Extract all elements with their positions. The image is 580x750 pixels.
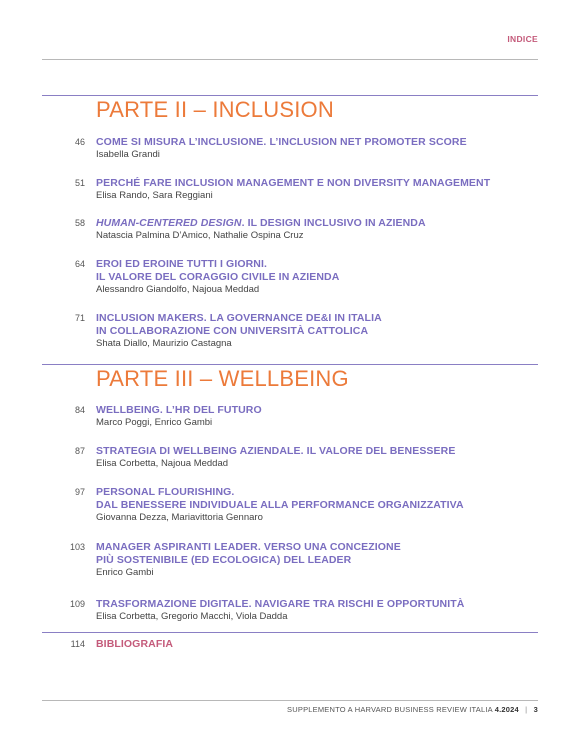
page-number: 64 xyxy=(74,259,85,269)
entry-authors: Elisa Rando, Sara Reggiani xyxy=(96,190,213,201)
page-number: 46 xyxy=(74,137,85,147)
entry-authors: Elisa Corbetta, Gregorio Macchi, Viola Dadda xyxy=(96,611,288,622)
bibliography-divider xyxy=(42,632,538,633)
entry-authors: Marco Poggi, Enrico Gambi xyxy=(96,417,213,428)
entry-title: COME SI MISURA L’INCLUSIONE. L’INCLUSION NET PROMOTER SCORE xyxy=(96,136,467,148)
part-iii-title: PARTE III – WELLBEING xyxy=(96,366,349,391)
footer-issue: 4.2024 xyxy=(494,705,519,714)
page-number: 84 xyxy=(74,405,85,415)
toc-entry-64[interactable] xyxy=(50,258,538,296)
entry-title: INCLUSION MAKERS. LA GOVERNANCE DE&I IN ITALIA IN COLLABORAZIONE CON UNIVERSITÀ CATTOLICA xyxy=(96,312,382,337)
header-divider xyxy=(42,59,538,60)
toc-entry-84[interactable] xyxy=(50,404,538,429)
page-number: 103 xyxy=(69,542,85,552)
entry-title: TRASFORMAZIONE DIGITALE. NAVIGARE TRA RISCHI E OPPORTUNITÀ xyxy=(96,598,465,610)
page-footer xyxy=(287,705,538,714)
entry-title: HUMAN-CENTERED DESIGN. IL DESIGN INCLUSIVO IN AZIENDA xyxy=(96,217,426,229)
footer-divider xyxy=(42,700,538,701)
footer-publication: SUPPLEMENTO A HARVARD BUSINESS REVIEW ITALIA xyxy=(287,705,493,714)
toc-entry-46[interactable] xyxy=(50,136,538,161)
toc-entry-103[interactable] xyxy=(50,541,538,579)
part-iii-divider xyxy=(42,364,538,365)
entry-title: EROI ED EROINE TUTTI I GIORNI. IL VALORE DEL CORAGGIO CIVILE IN AZIENDA xyxy=(96,258,340,283)
page-number: 71 xyxy=(74,313,85,323)
page-number: 51 xyxy=(74,178,85,188)
entry-authors: Elisa Corbetta, Najoua Meddad xyxy=(96,458,229,469)
entry-authors: Enrico Gambi xyxy=(96,567,154,578)
entry-authors: Natascia Palmina D’Amico, Nathalie Ospina Cruz xyxy=(96,230,304,241)
section-label: INDICE xyxy=(507,34,538,44)
toc-entry-87[interactable] xyxy=(50,445,538,470)
entry-title: PERSONAL FLOURISHING. DAL BENESSERE INDIVIDUALE ALLA PERFORMANCE ORGANIZZATIVA xyxy=(96,486,464,511)
entry-title: STRATEGIA DI WELLBEING AZIENDALE. IL VALORE DEL BENESSERE xyxy=(96,445,456,457)
page-number: 97 xyxy=(74,487,85,497)
bibliography-title: BIBLIOGRAFIA xyxy=(96,638,174,650)
entry-title: WELLBEING. L’HR DEL FUTURO xyxy=(96,404,262,416)
toc-entry-97[interactable] xyxy=(50,486,538,524)
page-number-footer: 3 xyxy=(533,705,538,714)
toc-entry-51[interactable] xyxy=(50,177,538,202)
entry-title: PERCHÉ FARE INCLUSION MANAGEMENT E NON DIVERSITY MANAGEMENT xyxy=(96,177,491,189)
toc-entry-109[interactable] xyxy=(50,598,538,623)
footer-separator: | xyxy=(525,705,528,714)
toc-entry-58[interactable] xyxy=(50,217,538,242)
part-ii-title: PARTE II – INCLUSION xyxy=(96,97,334,122)
page-number: 114 xyxy=(70,639,85,649)
entry-authors: Alessandro Giandolfo, Najoua Meddad xyxy=(96,284,260,295)
entry-authors: Isabella Grandi xyxy=(96,149,160,160)
entry-authors: Shata Diallo, Maurizio Castagna xyxy=(96,338,232,349)
page-number: 87 xyxy=(74,446,85,456)
toc-entry-bibliography[interactable] xyxy=(50,638,538,651)
toc-entry-71[interactable] xyxy=(50,312,538,350)
entry-authors: Giovanna Dezza, Mariavittoria Gennaro xyxy=(96,512,263,523)
part-ii-divider xyxy=(42,95,538,96)
page-number: 58 xyxy=(74,218,85,228)
entry-title: MANAGER ASPIRANTI LEADER. VERSO UNA CONCEZIONE PIÙ SOSTENIBILE (ED ECOLOGICA) DEL LEADER xyxy=(96,541,401,566)
page-number: 109 xyxy=(69,599,85,609)
